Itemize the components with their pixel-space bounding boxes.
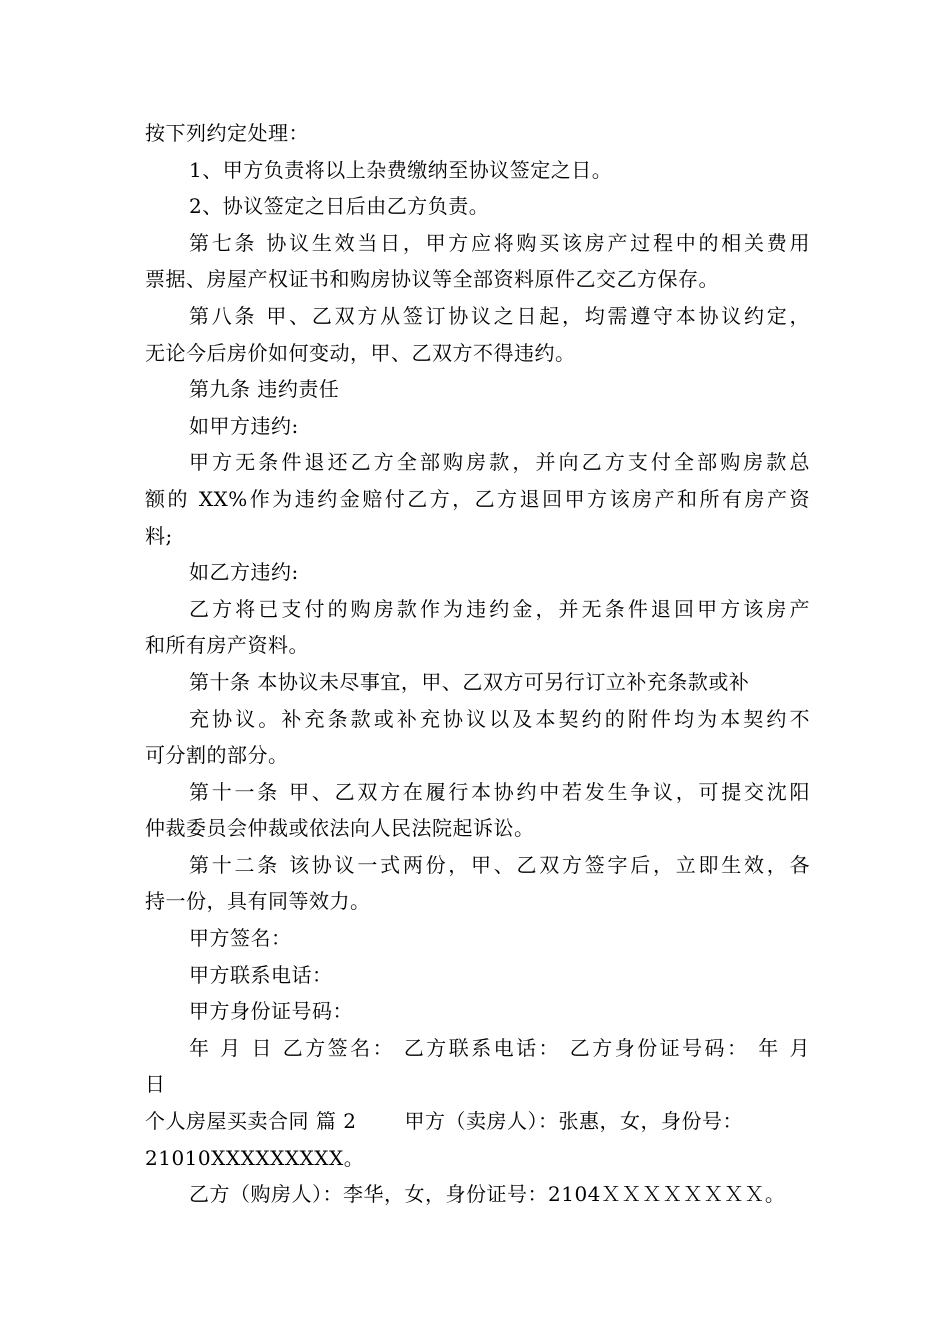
article-8-line: 第八条 甲、乙双方从签订协议之日起，均需遵守本协议约定， — [189, 303, 810, 328]
party-a-seller-id: 21010XXXXXXXXX。 — [145, 1145, 365, 1170]
document-page — [145, 115, 810, 1213]
article-10-line: 第十条 本协议未尽事宜，甲、乙双方可另行订立补充条款或补 — [189, 669, 750, 694]
article-10-line: 充协议。补充条款或补充协议以及本契约的附件均为本契约不 — [189, 706, 810, 731]
party-a-id-label: 甲方身份证号码： — [189, 999, 353, 1024]
party-a-phone-label: 甲方联系电话： — [189, 962, 333, 987]
party-a-breach-line: 额的 XX%作为违约金赔付乙方，乙方退回甲方该房产和所有房产资 — [145, 486, 810, 511]
party-a-seller-info: 甲方（卖房人）：张惠，女，身份号： — [404, 1109, 743, 1134]
paragraph-line: 1、甲方负责将以上杂费缴纳至协议签定之日。 — [189, 157, 613, 182]
article-12-line: 第十二条 该协议一式两份，甲、乙双方签字后，立即生效，各 — [189, 852, 810, 877]
article-8-line: 无论今后房价如何变动，甲、乙双方不得违约。 — [145, 340, 576, 365]
party-a-breach-heading: 如甲方违约: — [189, 413, 299, 438]
party-b-breach-line: 乙方将已支付的购房款作为违约金，并无条件退回甲方该房产 — [189, 596, 810, 621]
party-b-breach-heading: 如乙方违约: — [189, 560, 299, 585]
paragraph-line: 按下列约定处理： — [145, 121, 309, 145]
signature-date-line: 年 月 日 乙方签名： 乙方联系电话： 乙方身份证号码： 年 月 — [189, 1035, 810, 1060]
party-a-breach-line: 甲方无条件退还乙方全部购房款，并向乙方支付全部购房款总 — [189, 450, 810, 475]
article-11-line: 仲裁委员会仲裁或依法向人民法院起诉讼。 — [145, 816, 535, 841]
contract-2-title: 个人房屋买卖合同 篇 2 — [145, 1109, 357, 1134]
article-12-line: 持一份，具有同等效力。 — [145, 889, 371, 914]
party-b-buyer-info: 乙方（购房人）：李华，女，身份证号：2104ＸＸＸＸＸＸＸＸ。 — [189, 1182, 786, 1207]
party-b-breach-line: 和所有房产资料。 — [145, 633, 309, 658]
article-7-line: 票据、房屋产权证书和购房协议等全部资料原件乙交乙方保存。 — [145, 267, 719, 292]
article-9-heading: 第九条 违约责任 — [189, 377, 340, 402]
article-11-line: 第十一条 甲、乙双方在履行本协约中若发生争议，可提交沈阳 — [189, 779, 810, 804]
party-a-breach-line: 料; — [145, 523, 173, 548]
paragraph-line: 2、协议签定之日后由乙方负责。 — [189, 194, 490, 219]
party-a-signature-label: 甲方签名： — [189, 926, 292, 951]
contract-2-heading-line — [145, 1103, 810, 1140]
article-7-line: 第七条 协议生效当日，甲方应将购买该房产过程中的相关费用 — [189, 230, 810, 255]
signature-date-line: 日 — [145, 1072, 166, 1097]
article-10-line: 可分割的部分。 — [145, 743, 289, 768]
